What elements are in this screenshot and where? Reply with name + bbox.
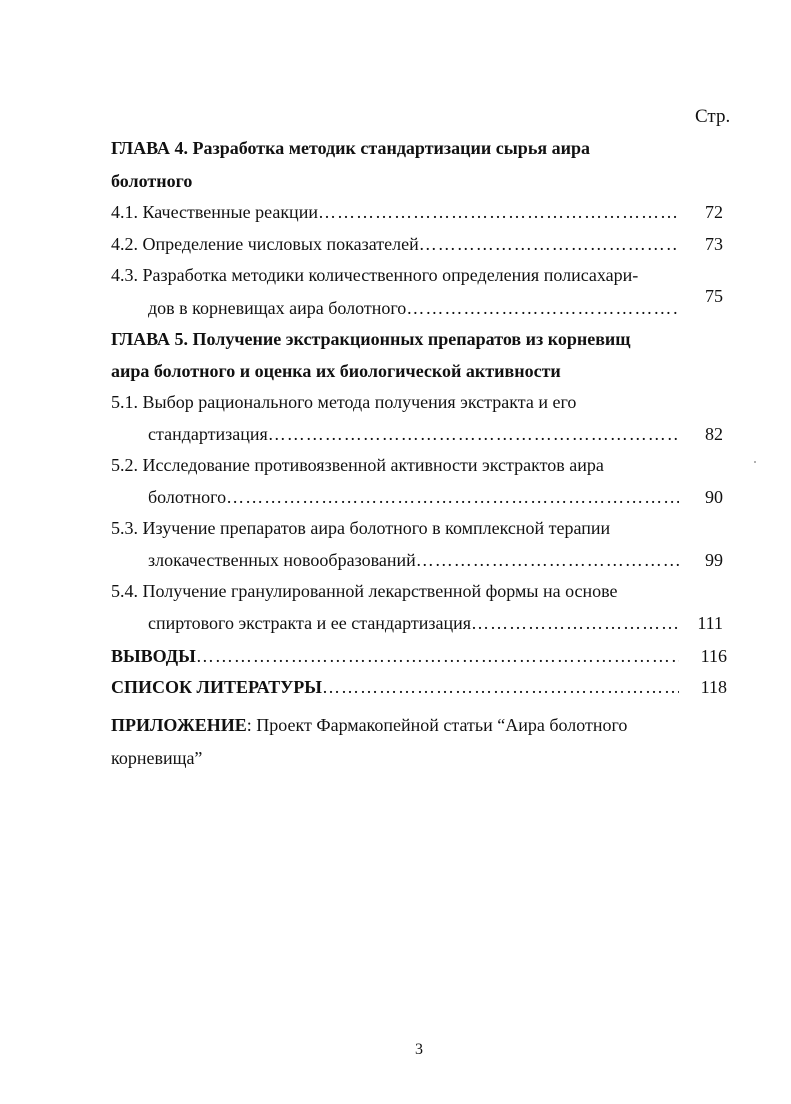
toc-entry-5-2-line2 bbox=[148, 487, 679, 508]
toc-page-5-3: 99 bbox=[705, 550, 723, 570]
toc-page-4-2: 73 bbox=[705, 234, 723, 254]
toc-entry-appendix-cont: корневища” bbox=[111, 748, 203, 768]
toc-entry-5-3-line1: 5.3. Изучение препаратов аира болотного в комплексной терапии bbox=[111, 518, 611, 538]
toc-entry-appendix bbox=[111, 715, 627, 736]
toc-entry-label: болотного bbox=[148, 487, 227, 507]
chapter-5-title: ГЛАВА 5. Получение экстракционных препаратов из корневищ bbox=[111, 329, 631, 349]
toc-entry-4-3-line2 bbox=[148, 298, 679, 319]
page-header-label: Стр. bbox=[695, 106, 731, 127]
toc-entry-5-2-line1: 5.2. Исследование противоязвенной активности экстрактов аира bbox=[111, 455, 604, 475]
toc-page-references: 118 bbox=[700, 677, 727, 697]
chapter-4-title: ГЛАВА 4. Разработка методик стандартизации сырья аира bbox=[111, 138, 590, 158]
toc-entry-references bbox=[111, 677, 679, 698]
toc-entry-label: 4.1. Качественные реакции bbox=[111, 202, 318, 222]
toc-entry-label: спиртового экстракта и ее стандартизация bbox=[148, 613, 471, 633]
chapter-4-title-cont: болотного bbox=[111, 171, 193, 191]
toc-page-5-2: 90 bbox=[705, 487, 723, 507]
toc-entry-4-1 bbox=[111, 202, 679, 223]
scan-speck bbox=[754, 461, 756, 463]
toc-page-5-4: 111 bbox=[697, 613, 723, 633]
toc-entry-label: дов в корневищах аира болотного bbox=[148, 298, 407, 318]
toc-entry-label: СПИСОК ЛИТЕРАТУРЫ bbox=[111, 677, 322, 697]
toc-page-conclusions: 116 bbox=[700, 646, 727, 666]
toc-entry-label: злокачественных новообразований bbox=[148, 550, 416, 570]
toc-entry-5-4-line2 bbox=[148, 613, 679, 634]
toc-entry-label: 4.2. Определение числовых показателей bbox=[111, 234, 419, 254]
toc-page-4-1: 72 bbox=[705, 202, 723, 222]
toc-entry-5-1-line1: 5.1. Выбор рационального метода получения экстракта и его bbox=[111, 392, 577, 412]
toc-page-4-3: 75 bbox=[705, 286, 723, 306]
toc-entry-conclusions bbox=[111, 646, 679, 667]
toc-entry-5-1-line2 bbox=[148, 424, 679, 445]
toc-entry-label: стандартизация bbox=[148, 424, 268, 444]
toc-page-5-1: 82 bbox=[705, 424, 723, 444]
appendix-label: ПРИЛОЖЕНИЕ bbox=[111, 715, 247, 735]
toc-entry-5-4-line1: 5.4. Получение гранулированной лекарственной формы на основе bbox=[111, 581, 618, 601]
page-number: 3 bbox=[415, 1041, 423, 1058]
toc-entry-4-2 bbox=[111, 234, 679, 255]
appendix-text: : Проект Фармакопейной статьи “Аира болотного bbox=[246, 715, 628, 735]
chapter-5-title-cont: аира болотного и оценка их биологической активности bbox=[111, 361, 561, 381]
toc-entry-label: ВЫВОДЫ bbox=[111, 646, 196, 666]
toc-entry-5-3-line2 bbox=[148, 550, 679, 571]
toc-entry-4-3-line1: 4.3. Разработка методики количественного определения полисахари- bbox=[111, 265, 639, 285]
